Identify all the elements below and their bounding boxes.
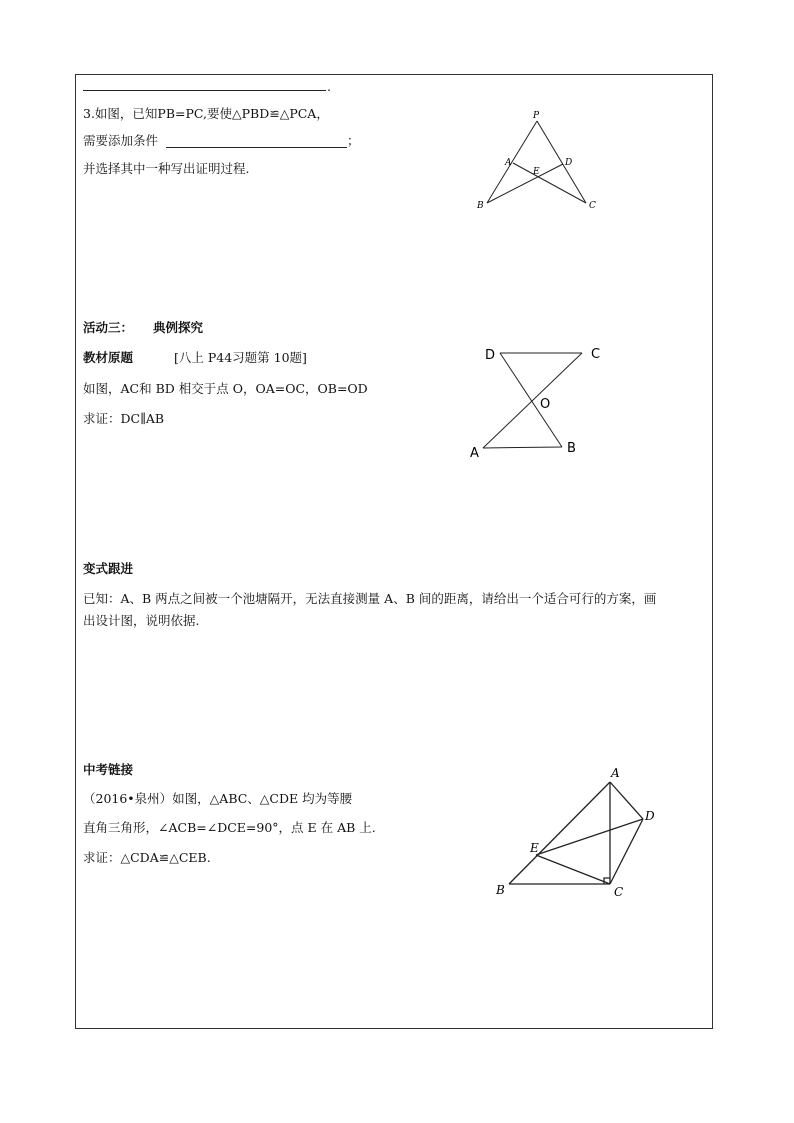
question-3-line-2: 需要添加条件 <box>83 133 159 148</box>
label-D: D <box>565 158 573 168</box>
label-B: B <box>477 201 484 211</box>
figure-hourglass-abcd <box>465 340 615 465</box>
exam-link-title: 中考链接 <box>83 762 134 777</box>
variant-line-1: 已知：A、B 两点之间被一个池塘隔开，无法直接测量 A、B 间的距离，请给出一个适合可行的方案，画 <box>83 591 657 606</box>
label-E: E <box>530 841 539 855</box>
label-B: B <box>567 441 576 456</box>
label-O: O <box>540 397 551 412</box>
activity-3-line-1: 如图，AC和 BD 相交于点 O，OA=OC，OB=OD <box>83 381 368 396</box>
exam-line-2: 直角三角形，∠ACB=∠DCE=90°，点 E 在 AB 上. <box>83 820 376 835</box>
condition-blank <box>166 147 347 148</box>
label-A: A <box>611 766 620 780</box>
label-C: C <box>591 347 601 362</box>
label-B: B <box>496 883 505 897</box>
label-E: E <box>533 167 540 177</box>
variant-title: 变式跟进 <box>83 561 134 576</box>
activity-3-subtitle: 典例探究 <box>153 320 204 335</box>
label-D: D <box>645 809 655 823</box>
label-C: C <box>614 885 624 899</box>
textbook-reference: [八上 P44习题第 10题] <box>174 350 307 365</box>
figure-isosceles-right-triangles <box>488 760 668 905</box>
activity-3-title: 活动三： <box>83 320 134 335</box>
label-D: D <box>485 348 496 363</box>
activity-3-line-2: 求证：DC∥AB <box>83 411 165 426</box>
answer-blank-top <box>83 90 326 91</box>
question-3-line-1: 3.如图，已知PB=PC,要使△PBD≌△PCA， <box>83 106 329 121</box>
variant-line-2: 出设计图，说明依据. <box>83 613 200 628</box>
label-A: A <box>470 446 479 461</box>
top-blank-period: . <box>327 79 331 94</box>
exam-line-1: （2016•泉州）如图，△ABC、△CDE 均为等腰 <box>83 791 353 806</box>
figure-triangle-pbc <box>470 108 610 218</box>
label-P: P <box>533 111 540 121</box>
textbook-label: 教材原题 <box>83 350 134 365</box>
question-3-line-3: 并选择其中一种写出证明过程. <box>83 161 250 176</box>
label-C: C <box>589 201 596 211</box>
label-A: A <box>505 158 512 168</box>
question-3-line-2-end: ； <box>347 133 360 148</box>
exam-line-3: 求证：△CDA≌△CEB. <box>83 850 211 865</box>
